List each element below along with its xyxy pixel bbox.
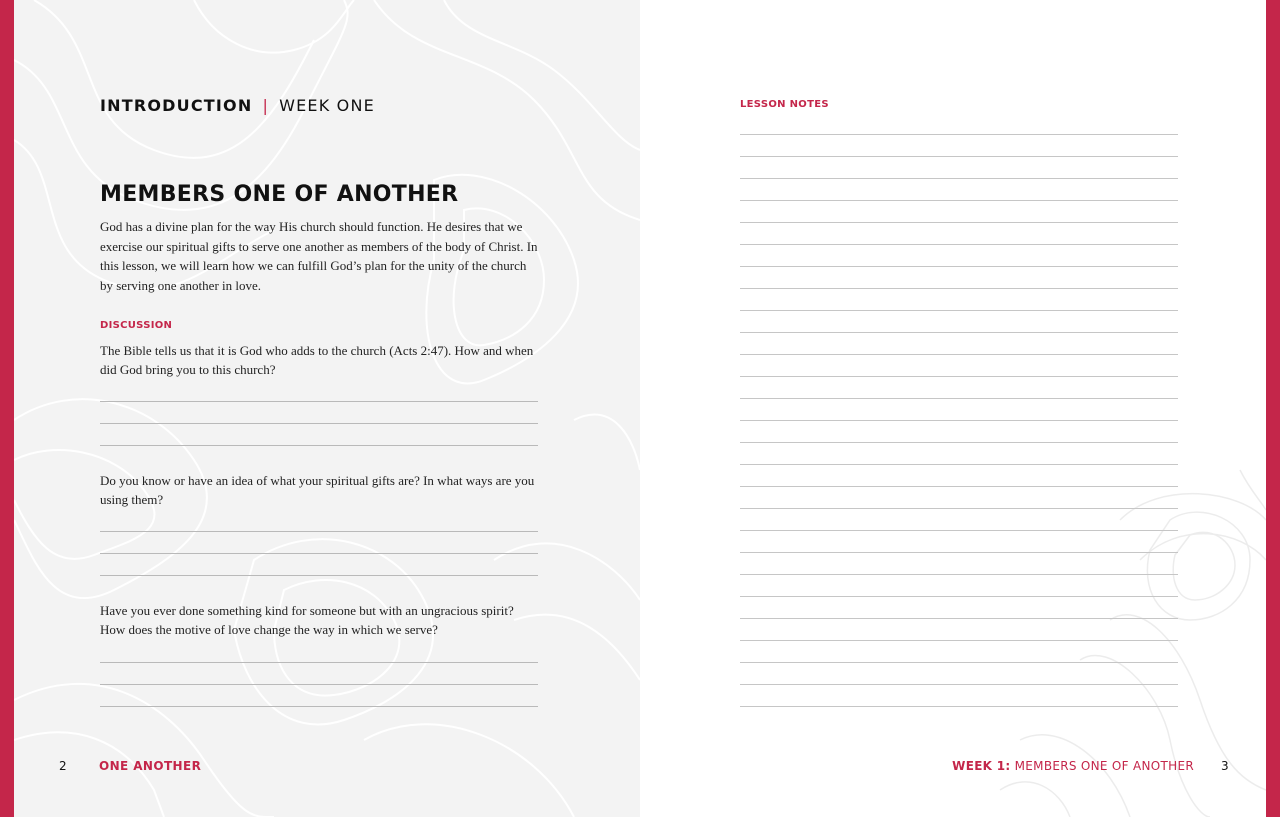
topographic-background	[14, 0, 640, 817]
notes-line[interactable]	[740, 288, 1178, 289]
answer-line[interactable]	[100, 401, 538, 402]
notes-line[interactable]	[740, 574, 1178, 575]
discussion-question-3: Have you ever done something kind for someone but with an ungracious spirit? How does the motive of love change the way in which we serve?	[100, 603, 514, 637]
answer-line[interactable]	[100, 575, 538, 576]
notes-line[interactable]	[740, 332, 1178, 333]
notes-line[interactable]	[740, 222, 1178, 223]
footer-book-title: ONE ANOTHER	[99, 759, 202, 773]
footer-week-label: WEEK 1:	[952, 759, 1011, 773]
left-page	[14, 0, 640, 817]
notes-line[interactable]	[740, 464, 1178, 465]
notes-line[interactable]	[740, 156, 1178, 157]
answer-line[interactable]	[100, 531, 538, 532]
notes-line[interactable]	[740, 552, 1178, 553]
notes-line[interactable]	[740, 354, 1178, 355]
answer-line[interactable]	[100, 706, 538, 707]
section-label: INTRODUCTION	[100, 96, 253, 115]
notes-line[interactable]	[740, 442, 1178, 443]
notes-line[interactable]	[740, 618, 1178, 619]
notes-line[interactable]	[740, 486, 1178, 487]
section-separator: |	[262, 96, 270, 115]
right-edge-bar	[1266, 0, 1280, 817]
discussion-question-2: Do you know or have an idea of what your spiritual gifts are? In what ways are you using them?	[100, 473, 535, 507]
discussion-question-1: The Bible tells us that it is God who adds to the church (Acts 2:47). How and when did God bring you to this church?	[100, 343, 534, 377]
answer-line[interactable]	[100, 445, 538, 446]
answer-line[interactable]	[100, 423, 538, 424]
notes-line[interactable]	[740, 662, 1178, 663]
notes-line[interactable]	[740, 266, 1178, 267]
answer-line[interactable]	[100, 684, 538, 685]
notes-line[interactable]	[740, 134, 1178, 135]
notes-line[interactable]	[740, 530, 1178, 531]
topographic-background	[640, 0, 1266, 817]
notes-line[interactable]	[740, 684, 1178, 685]
lesson-title: MEMBERS ONE OF ANOTHER	[100, 182, 459, 207]
left-edge-bar	[0, 0, 14, 817]
notes-line[interactable]	[740, 178, 1178, 179]
intro-paragraph: God has a divine plan for the way His church should function. He desires that we exercise our spiritual gifts to serve one another as members of the body of Christ. In this lesson, we will learn how we can fulfill God’s plan for the unity of the church by serving one another in love.	[100, 219, 538, 293]
notes-line[interactable]	[740, 310, 1178, 311]
notes-line[interactable]	[740, 596, 1178, 597]
notes-line[interactable]	[740, 200, 1178, 201]
notes-line[interactable]	[740, 508, 1178, 509]
notes-line[interactable]	[740, 244, 1178, 245]
right-page	[640, 0, 1266, 817]
footer-lesson-name: MEMBERS ONE OF ANOTHER	[1014, 759, 1194, 773]
section-week: WEEK ONE	[279, 96, 375, 115]
notes-line[interactable]	[740, 420, 1178, 421]
notes-line[interactable]	[740, 640, 1178, 641]
page-number-right: 3	[1221, 759, 1229, 773]
footer-lesson-title	[952, 759, 1194, 773]
section-heading	[100, 96, 375, 115]
answer-line[interactable]	[100, 553, 538, 554]
lesson-notes-label: LESSON NOTES	[740, 99, 829, 110]
page-number-left: 2	[59, 759, 67, 773]
answer-line[interactable]	[100, 662, 538, 663]
notes-line[interactable]	[740, 376, 1178, 377]
discussion-label: DISCUSSION	[100, 320, 173, 331]
notes-line[interactable]	[740, 398, 1178, 399]
notes-line[interactable]	[740, 706, 1178, 707]
